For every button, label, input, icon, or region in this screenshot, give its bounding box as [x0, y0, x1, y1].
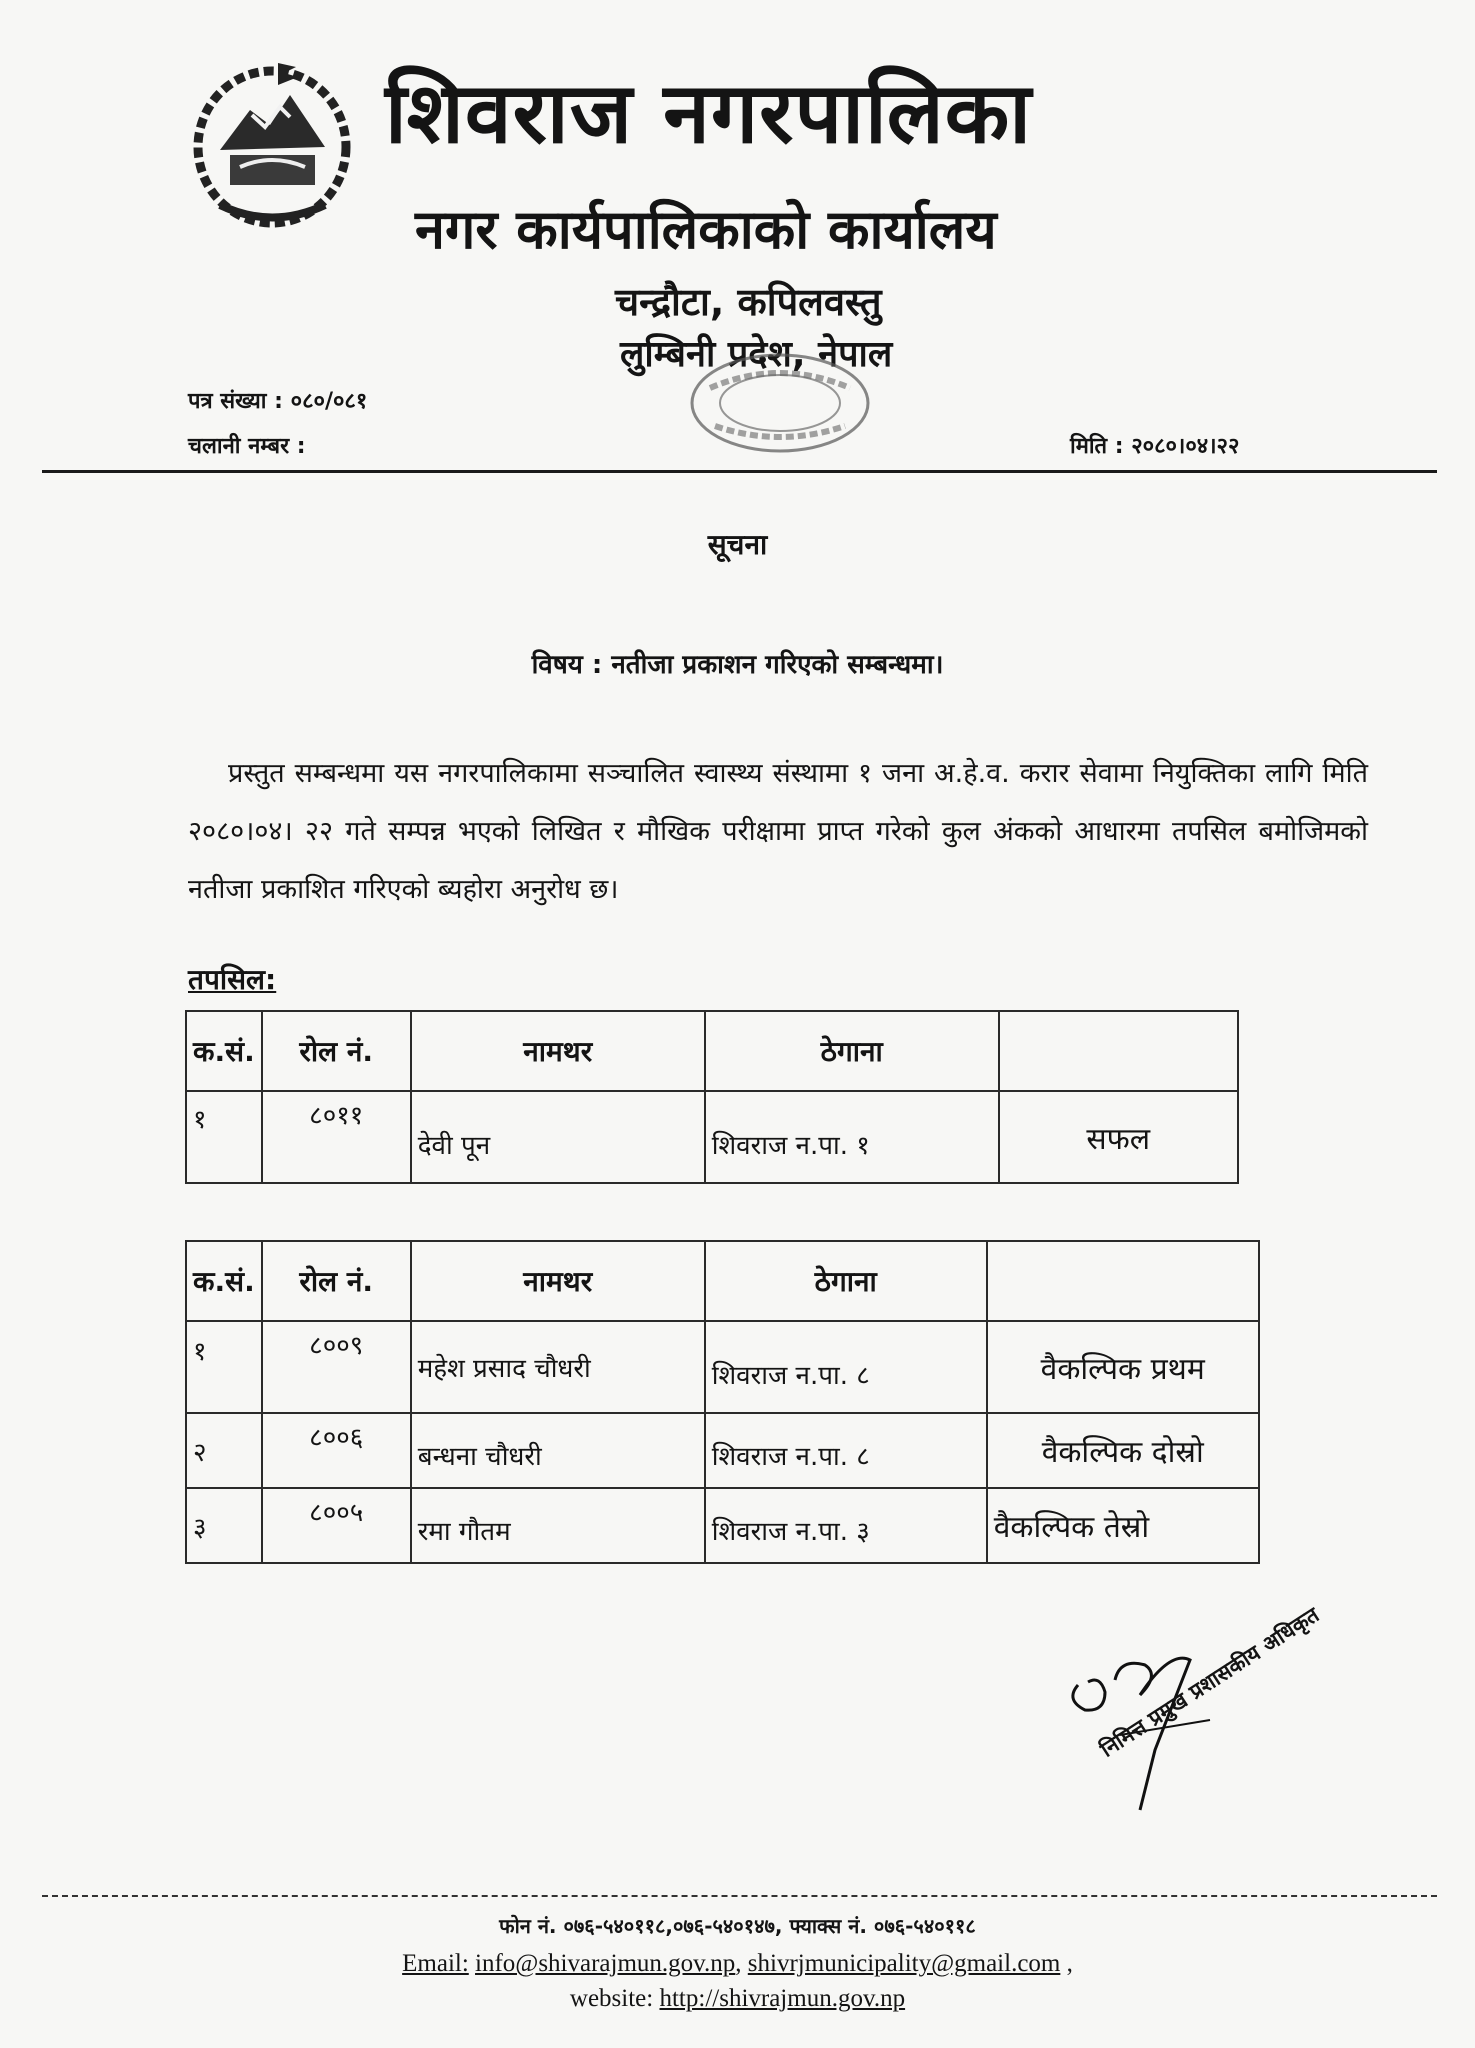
email-link-1[interactable]: info@shivarajmun.gov.np: [475, 1950, 736, 1977]
table-row: [186, 1413, 1259, 1488]
address-line-2: लुम्बिनी प्रदेश, नेपाल: [620, 334, 893, 375]
table-row: [186, 1488, 1259, 1563]
table-row: [186, 1321, 1259, 1413]
cell-name: रमा गौतम: [411, 1488, 705, 1563]
col-sn: क.सं.: [186, 1011, 262, 1091]
header-divider: [42, 470, 1437, 473]
letter-number-label: पत्र संख्या :: [188, 389, 283, 414]
date-value: २०८०।०४।२२: [1131, 434, 1240, 459]
notice-body: प्रस्तुत सम्बन्धमा यस नगरपालिकामा सञ्चालित स्वास्थ्य संस्थामा १ जना अ.हे.व. करार सेवामा नियुक्तिका लागि मिति २०८०।०४। २२ गते सम्पन्न भएको लिखित र मौखिक परीक्षामा प्राप्त गरेको कुल अंकको आधारमा तपसिल बमोजिमको नतीजा प्रकाशित गरिएको ब्यहोरा अनुरोध छ।: [188, 758, 1368, 905]
cell-remark: वैकल्पिक दोस्रो: [987, 1413, 1259, 1488]
signatory-title: निमित्त प्रमुख प्रशासकीय अधिकृत: [1096, 1602, 1324, 1762]
col-name: नामथर: [411, 1011, 705, 1091]
col-sn: क.सं.: [186, 1241, 262, 1321]
cell-remark: सफल: [999, 1091, 1238, 1183]
letter-number-value: ०८०/०८१: [290, 389, 368, 414]
col-address: ठेगाना: [705, 1011, 999, 1091]
dispatch-number: [188, 430, 306, 460]
email-trail: ,: [1066, 1950, 1073, 1977]
office-stamp-icon: [680, 348, 880, 458]
col-remark: [999, 1011, 1238, 1091]
cell-name: देवी पून: [411, 1091, 705, 1183]
annex-label: तपसिल:: [188, 963, 277, 996]
website-link[interactable]: http://shivrajmun.gov.np: [659, 1985, 906, 2012]
cell-roll: ८००९: [262, 1321, 411, 1413]
dispatch-number-label: चलानी नम्बर :: [188, 434, 306, 459]
cell-roll: ८०११: [262, 1091, 411, 1183]
notice-subject: विषय : नतीजा प्रकाशन गरिएको सम्बन्धमा।: [531, 650, 944, 680]
cell-sn: १: [186, 1321, 262, 1413]
col-roll: रोल नं.: [262, 1011, 411, 1091]
cell-remark: वैकल्पिक तेस्रो: [987, 1488, 1259, 1563]
email-prefix: Email:: [402, 1950, 469, 1977]
email-separator: ,: [735, 1950, 742, 1977]
cell-roll: ८००६: [262, 1413, 411, 1488]
col-name: नामथर: [411, 1241, 705, 1321]
website-prefix: website:: [569, 1985, 654, 2012]
table-header-row: [186, 1011, 1238, 1091]
footer-website-line: [0, 1985, 1475, 2013]
footer-email-line: [0, 1950, 1475, 1978]
col-remark: [987, 1241, 1259, 1321]
cell-roll: ८००५: [262, 1488, 411, 1563]
letter-date: [1070, 430, 1239, 460]
footer-divider: [42, 1895, 1437, 1897]
date-label: मिति :: [1070, 434, 1124, 459]
selected-candidate-table: [185, 1010, 1239, 1184]
nepal-emblem-icon: [190, 55, 355, 230]
municipality-name: शिवराज नगरपालिका: [385, 64, 1032, 162]
col-roll: रोल नं.: [262, 1241, 411, 1321]
cell-address: शिवराज न.पा. ८: [705, 1413, 987, 1488]
cell-sn: ३: [186, 1488, 262, 1563]
email-link-2[interactable]: shivrjmunicipality@gmail.com: [747, 1950, 1061, 1977]
cell-address: शिवराज न.पा. ८: [705, 1321, 987, 1413]
cell-address: शिवराज न.पा. ३: [705, 1488, 987, 1563]
cell-remark: वैकल्पिक प्रथम: [987, 1321, 1259, 1413]
office-name: नगर कार्यपालिकाको कार्यालय: [415, 198, 997, 261]
table-row: [186, 1091, 1238, 1183]
alternate-candidate-table: [185, 1240, 1260, 1564]
cell-address: शिवराज न.पा. १: [705, 1091, 999, 1183]
cell-name: महेश प्रसाद चौधरी: [411, 1321, 705, 1413]
cell-sn: १: [186, 1091, 262, 1183]
cell-sn: २: [186, 1413, 262, 1488]
footer-phone: फोन नं. ०७६-५४०११८,०७६-५४०१४७, फ्याक्स नं. ०७६-५४०११८: [499, 1914, 976, 1938]
address-line-1: चन्द्रौटा, कपिलवस्तु: [615, 280, 882, 324]
table-header-row: [186, 1241, 1259, 1321]
notice-title: सूचना: [707, 528, 768, 561]
col-address: ठेगाना: [705, 1241, 987, 1321]
cell-name: बन्धना चौधरी: [411, 1413, 705, 1488]
letter-number: [188, 385, 367, 415]
